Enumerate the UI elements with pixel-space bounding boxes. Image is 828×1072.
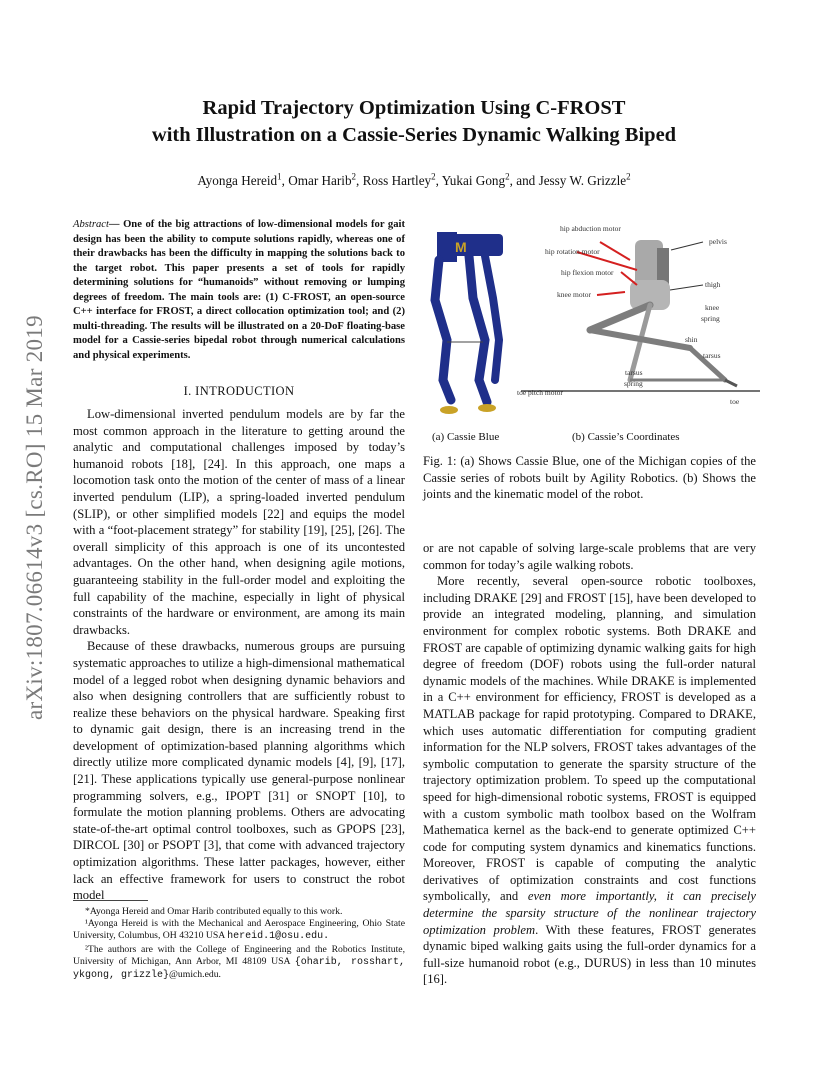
abstract — [73, 218, 405, 363]
email-link[interactable]: hereid.1@osu.edu. — [227, 931, 330, 943]
abstract-text: One of the big attractions of low-dimensional models for gait design has been the ability to compute solutions rapidly, whereas one of their drawbacks has been the difficulty in mapping the solutions back to the target robot. This paper presents a set of tools for rapidly determining solutions for “humanoids” without removing or lumping degrees of freedom. The main tools are: (1) C-FROST, an open-source C++ interface for FROST, a direct collocation optimization tool; and (2) multi-threading. The results will be illustrated on a 20-DoF floating-base model for a Cassie-series bipedal robot through numerical calculations and physical experiments. — [73, 219, 405, 361]
right-column-body — [423, 540, 756, 988]
footnotes — [73, 906, 405, 982]
paragraph: Because of these drawbacks, numerous groups are pursuing systematic approaches to utilize a high-dimensional mathematical model of a legged robot when designing dynamic behaviors and also when designing controllers that are sufficiently robust to realize these behaviors on the physical hardware. Speaking first to dynamic gait design, there is an increasing trend in the development of optimization-based planning algorithms which directly utilize more complicated dynamic models [4], [9], [17], [21]. These applications typically use general-purpose nonlinear programming solvers, e.g., IPOPT [31] or SNOPT [10], to formulate the motion planning problems. Others are advocating state-of-the-art optimal control toolboxes, such as GPOPS [23], DIRCOL [30] or PSOPT [3], that come with advanced trajectory optimization algorithms. These latter packages, however, either lack an effective framework for users to construct the robot model — [73, 639, 405, 903]
author: Jessy W. Grizzle$^2$ — [538, 172, 631, 189]
footnote: ²The authors are with the College of Engineering and the Robotics Institute, University of Michigan, Ann Arbor, MI 48109 USA {oharib, rosshart, ykgong, grizzle}@umich.edu. — [73, 943, 405, 982]
label-tarsus-spring: tarsus — [625, 368, 643, 377]
section-heading: I. INTRODUCTION — [183, 384, 295, 398]
label-hip-flexion: hip flexion motor — [561, 268, 614, 277]
footnote: ¹Ayonga Hereid is with the Mechanical and Aerospace Engineering, Ohio State University, Columbus, OH 43210 USA hereid.1@osu.edu. — [73, 918, 405, 943]
paragraph: or are not capable of solving large-scale problems that are very common for today’s agile walking robots. — [423, 541, 756, 572]
author: Omar Harib$^2$, — [288, 172, 363, 189]
label-pelvis: pelvis — [709, 237, 727, 246]
cassie-robot-photo — [435, 232, 503, 414]
left-column-body — [73, 406, 405, 904]
footnote: *Ayonga Hereid and Omar Harib contributed equally to this work. — [85, 906, 343, 917]
figure-caption: Fig. 1: (a) Shows Cassie Blue, one of the Michigan copies of the Cassie series of robots built by Agility Robotics. (b) Shows the joints and the kinematic model of the robot. — [423, 454, 756, 501]
subcaption-b: (b) Cassie’s Coordinates — [572, 431, 680, 443]
author: Ross Hartley$^2$, — [362, 172, 442, 189]
title-line-2: with Illustration on a Cassie-Series Dynamic Walking Biped — [151, 124, 677, 146]
arxiv-identifier: arXiv:1807.06614v3 [cs.RO] 15 Mar 2019 — [22, 315, 47, 720]
author: Yukai Gong$^2$, and — [441, 172, 539, 189]
label-tarsus-spring: spring — [624, 379, 643, 388]
author-list — [90, 172, 738, 189]
svg-text:M: M — [455, 239, 467, 255]
title-line-1: Rapid Trajectory Optimization Using C-FROST — [202, 97, 626, 119]
figure-cassie — [425, 220, 760, 425]
abstract-dash: — — [108, 219, 124, 230]
label-hip-abduction: hip abduction motor — [560, 224, 621, 233]
label-hip-rotation: hip rotation motor — [545, 247, 600, 256]
label-spring: spring — [701, 314, 720, 323]
label-tarsus: tarsus — [703, 351, 721, 360]
paper-title — [90, 95, 738, 149]
label-toe: toe — [730, 397, 740, 406]
label-shin: shin — [685, 335, 698, 344]
label-knee: knee — [705, 303, 720, 312]
paragraph: More recently, several open-source robotic toolboxes, including DRAKE [29] and FROST [15], have been developed to provide an integrated modeling, planning, and simulation environment for complex robotic systems. Both DRAKE and FROST are capable of optimizing dynamic walking gaits for high degree of freedom (DOF) robots using the full-order natural dynamic models of the machines. While DRAKE is implemented in a C++ environment for efficiency, FROST is developed as a MATLAB package for rapid prototyping. Compared to DRAKE, which uses automatic differentiation for computing gradient information for the NLP solvers, FROST takes advantages of the symbolic computation to generate the sparsity structure of the trajectory optimization problem. To speed up the computational speed for high-dimensional robotic systems, FROST is equipped with a custom symbolic math toolbox based on the Wolfram Mathematica kernel as the back-end to generate optimized C++ code for computing system dynamics and kinematics functions. Moreover, FROST is capable of computing the analytic derivatives of optimization constraints and cost functions symbolically, and even more importantly, it can precisely determine the sparsity structure of the nonlinear trajectory optimization problem. With these features, FROST generates dynamic biped walking gaits using the full-order dynamics for a full-size humanoid robot (e.g., DURUS) in less than 10 minutes [16]. — [423, 574, 756, 987]
email-link[interactable]: {oharib, rosshart, ykgong, grizzle} — [73, 956, 405, 982]
footnote-rule — [73, 900, 148, 901]
author: Ayonga Hereid$^1$, — [197, 172, 289, 189]
label-toe-pitch: toe pitch motor — [517, 388, 563, 397]
subcaption-a: (a) Cassie Blue — [432, 431, 500, 443]
label-knee-motor: knee motor — [557, 290, 591, 299]
label-thigh: thigh — [705, 280, 721, 289]
paragraph: Low-dimensional inverted pendulum models are by far the most common approach in the literature to getting around the analytic and computational challenges imposed by today’s humanoid robots [18], [24]. In this approach, one maps a locomotion task onto the motion of the center of mass of a linear inverted pendulum (LIP), a spring-loaded inverted pendulum (SLIP), or other simplified models [22] and equips the model with a “foot-placement strategy” for stability [19], [25], [26]. The overall simplicity of this approach is one of its uncontested advantages. On the other hand, when designing agile motions, guaranteeing stability in the full-order model and exploiting the full capability of the machine, especially in light of physical constraints of the hardware or environment, are among its main drawbacks. — [73, 407, 405, 637]
abstract-label: Abstract — [73, 219, 109, 230]
